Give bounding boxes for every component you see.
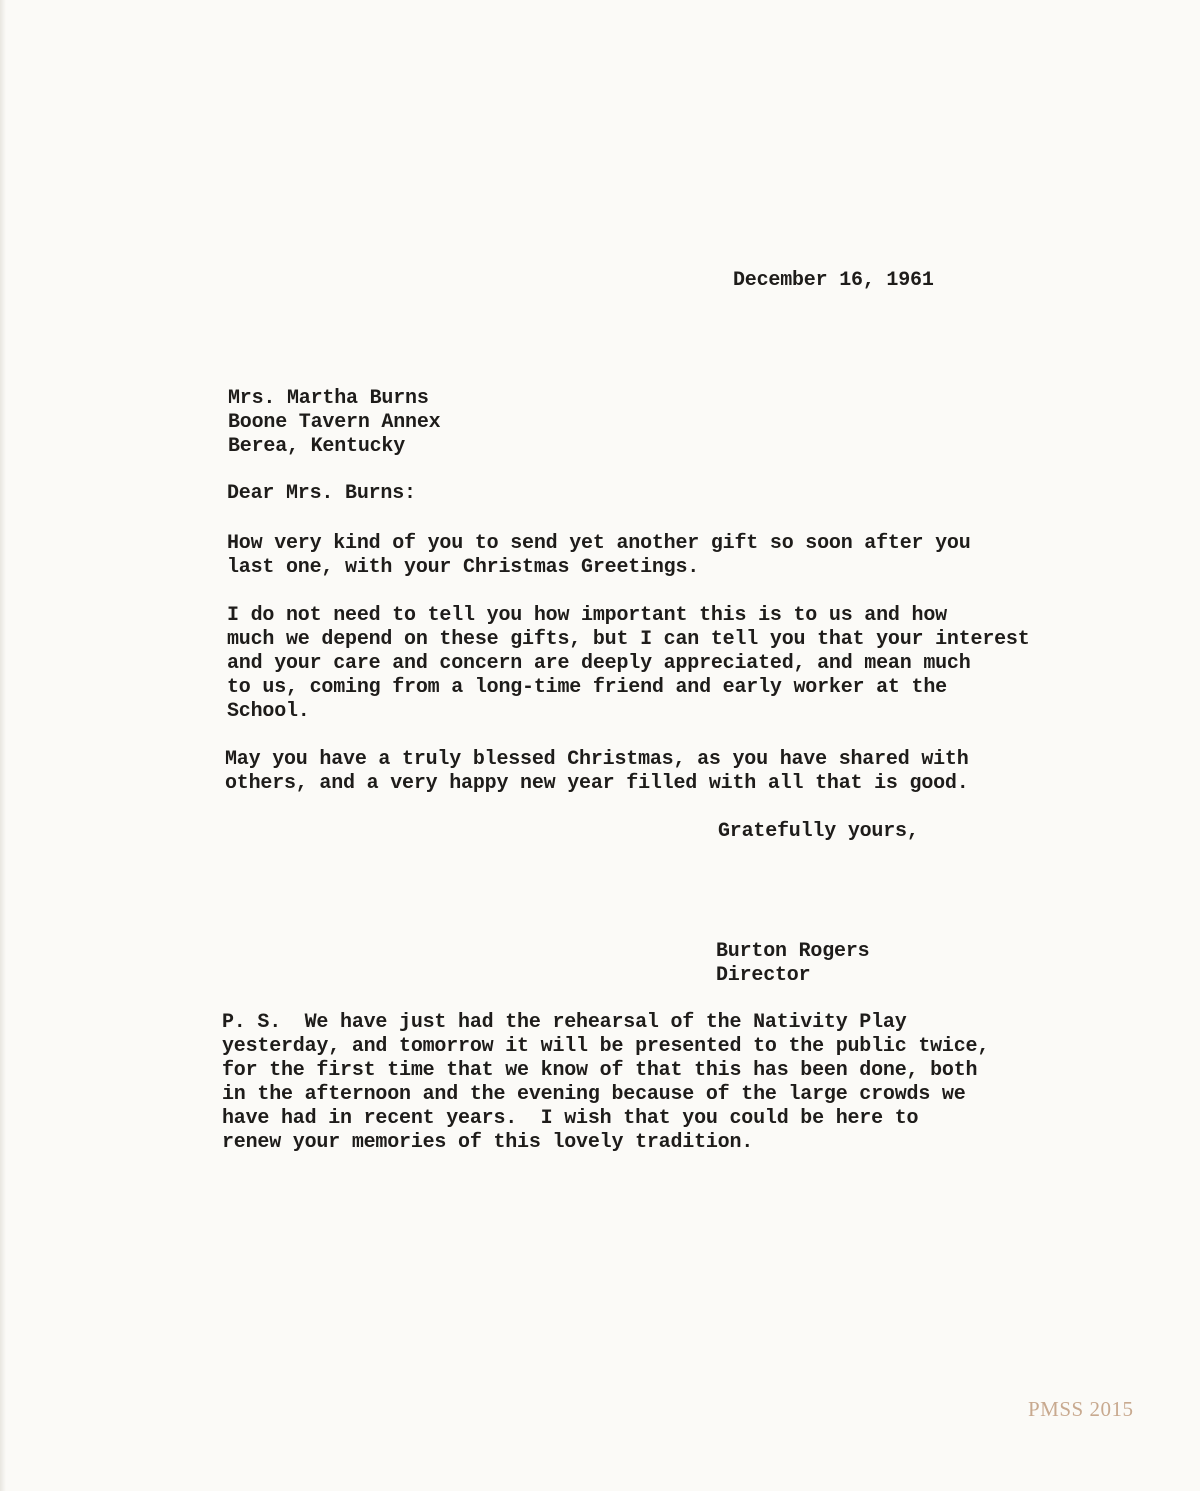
body-line: School. (227, 700, 310, 723)
closing (718, 820, 919, 844)
signer-title: Director (716, 964, 811, 987)
paragraph-3 (225, 748, 969, 796)
letter-date (733, 269, 934, 293)
ps-line: yesterday, and tomorrow it will be presented to the public twice, (222, 1035, 990, 1058)
body-line: May you have a truly blessed Christmas, as you have shared with (225, 748, 969, 771)
ps-line: in the afternoon and the evening because of the large crowds we (222, 1083, 966, 1106)
signer-name: Burton Rogers (716, 940, 870, 963)
paragraph-2 (227, 604, 1030, 724)
body-line: and your care and concern are deeply appreciated, and mean much (227, 652, 971, 675)
date-text: December 16, 1961 (733, 269, 934, 292)
ps-line: for the first time that we know of that this has been done, both (222, 1059, 978, 1082)
salutation-text: Dear Mrs. Burns: (227, 482, 416, 505)
body-line: much we depend on these gifts, but I can tell you that your interest (227, 628, 1030, 651)
paper-edge (0, 0, 6, 1491)
address-line: Berea, Kentucky (228, 435, 406, 458)
recipient-address (228, 387, 440, 459)
paragraph-1 (227, 532, 971, 580)
ps-line: have had in recent years. I wish that you could be here to (222, 1107, 919, 1130)
address-line: Boone Tavern Annex (228, 411, 441, 434)
archive-watermark: PMSS 2015 (1028, 1397, 1134, 1421)
postscript (222, 1011, 989, 1155)
address-line: Mrs. Martha Burns (228, 387, 429, 410)
closing-text: Gratefully yours, (718, 820, 919, 843)
body-line: last one, with your Christmas Greetings. (227, 556, 700, 579)
body-line: to us, coming from a long-time friend and early worker at the (227, 676, 947, 699)
signature-block (716, 940, 869, 988)
body-line: I do not need to tell you how important this is to us and how (227, 604, 947, 627)
body-line: How very kind of you to send yet another gift so soon after you (227, 532, 971, 555)
body-line: others, and a very happy new year filled with all that is good. (225, 772, 969, 795)
salutation (227, 482, 416, 506)
ps-line: renew your memories of this lovely tradition. (222, 1131, 754, 1154)
ps-line: P. S. We have just had the rehearsal of the Nativity Play (222, 1011, 907, 1034)
